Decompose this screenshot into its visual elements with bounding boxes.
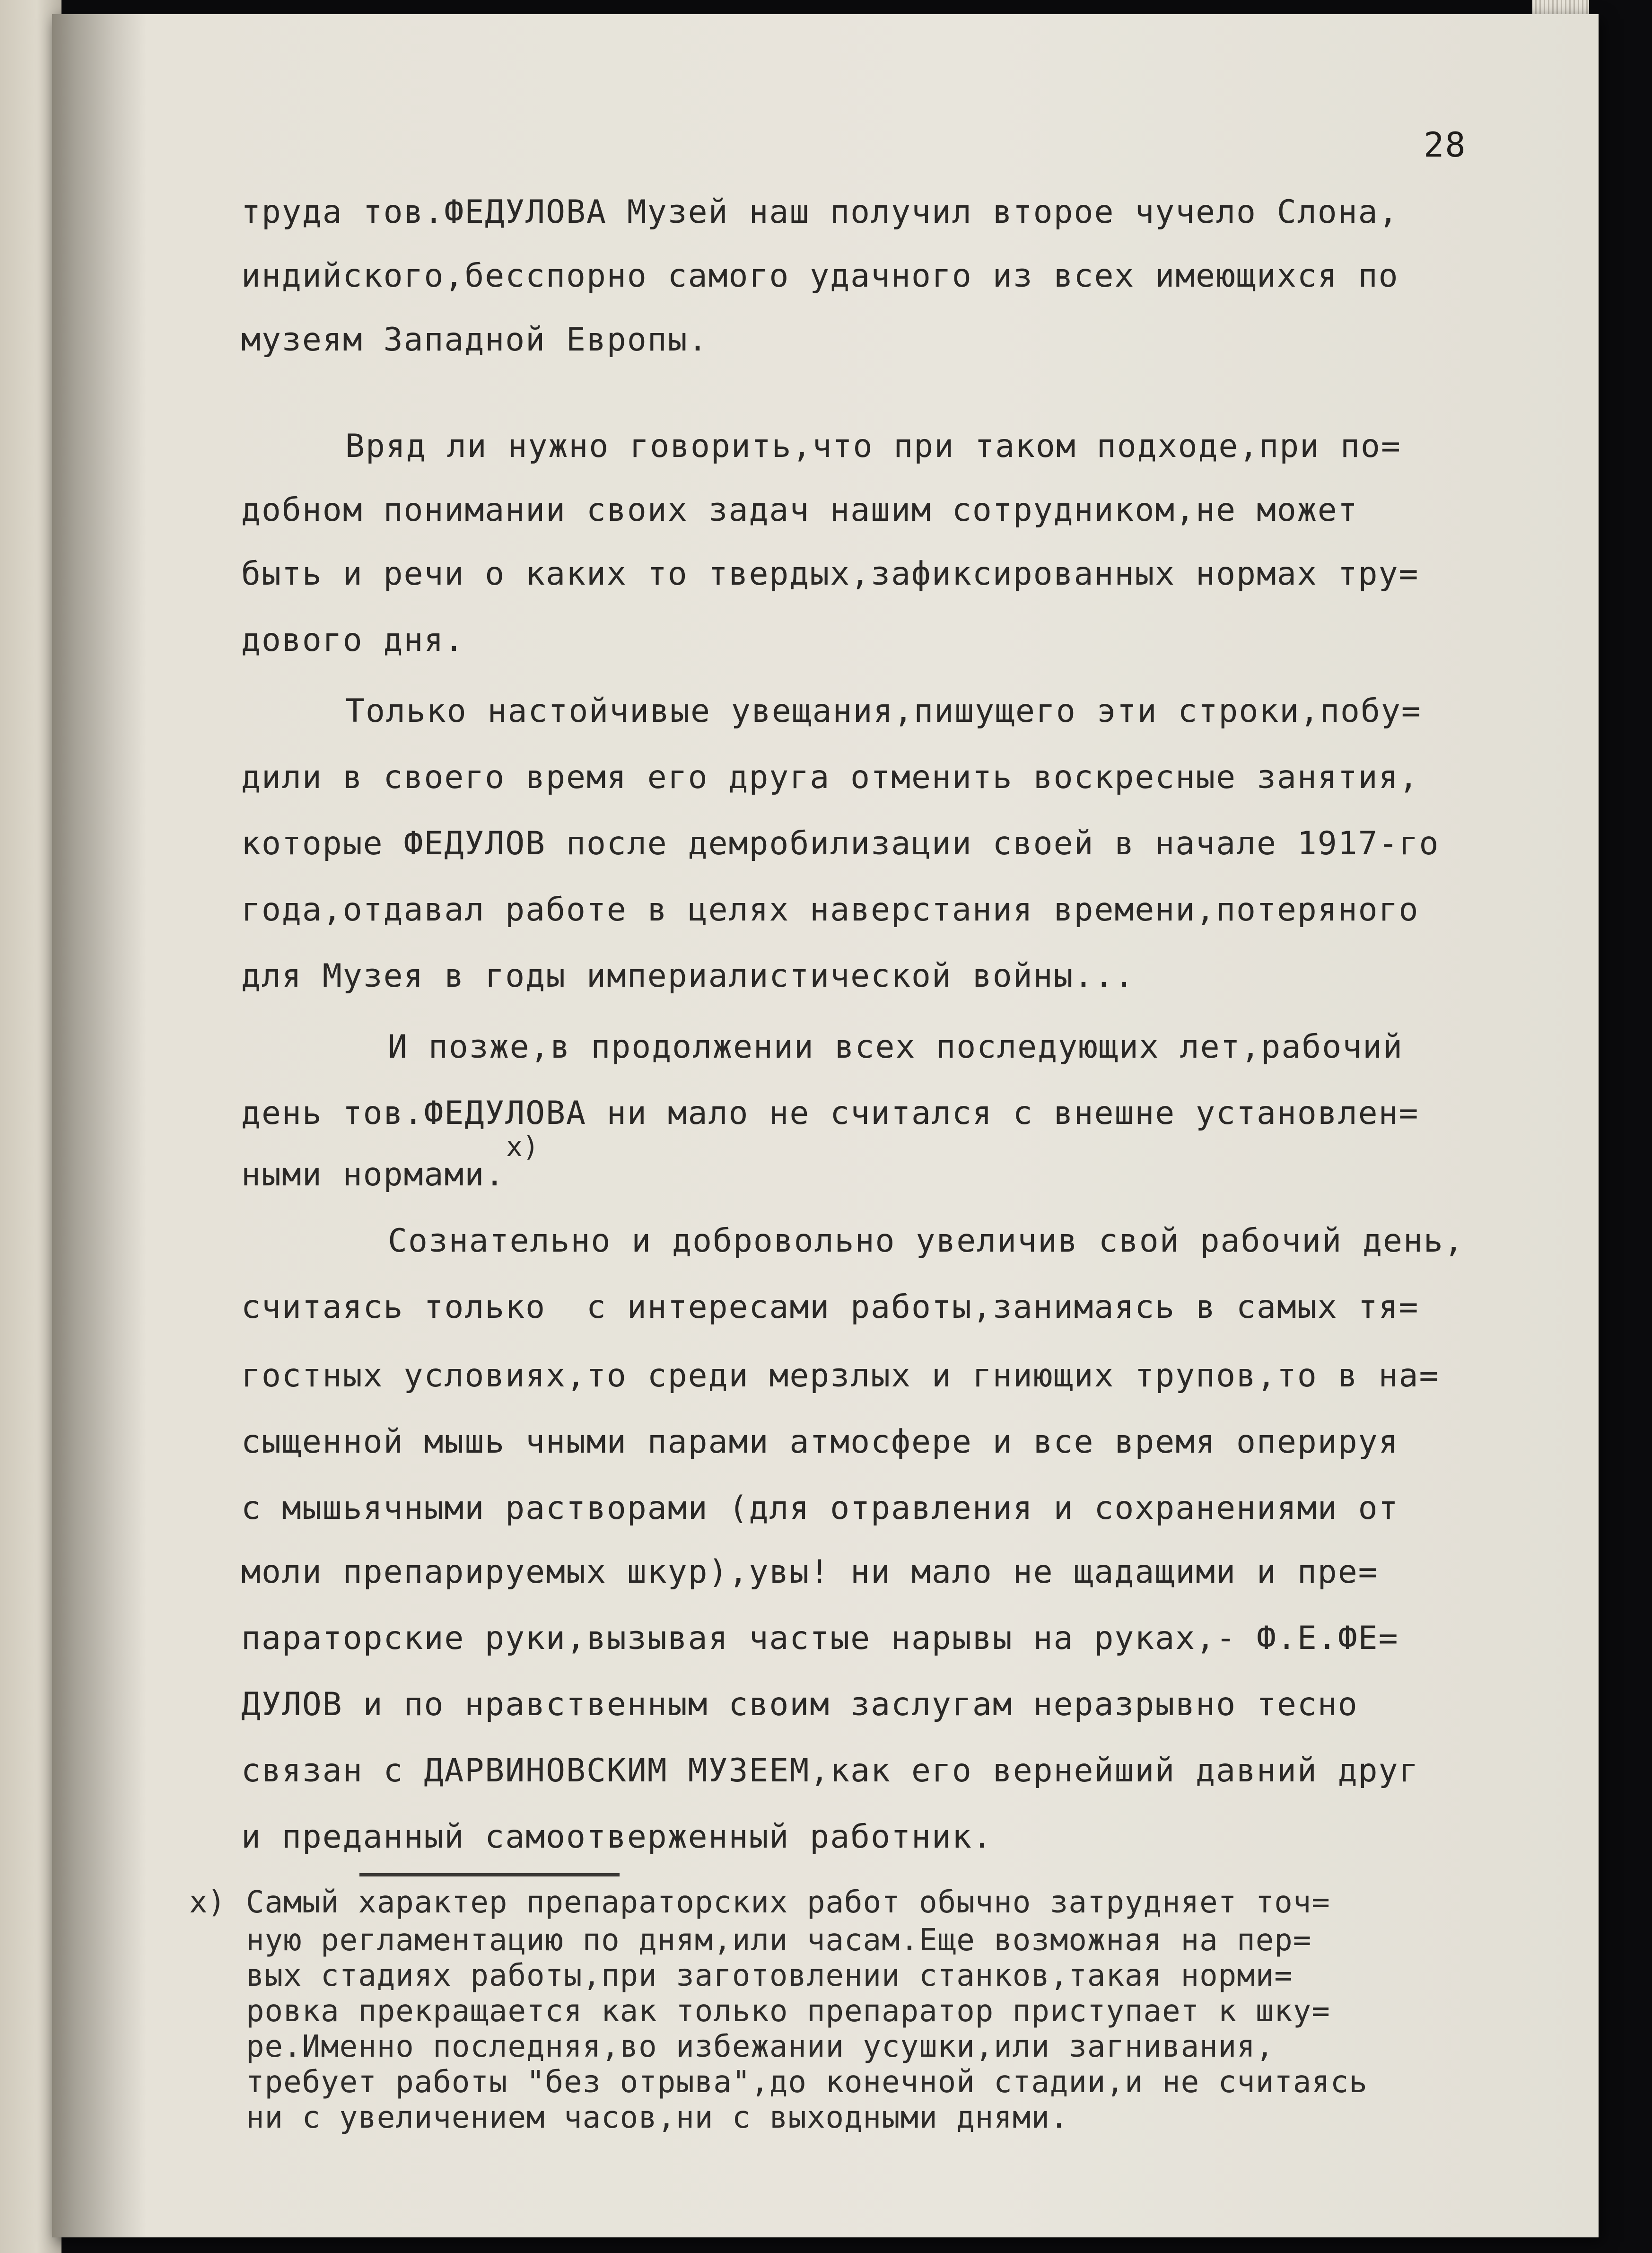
footnote-line: ре.Именно последняя,во избежании усушки,или загнивания, [246,2029,1275,2064]
body-line: года,отдавал работе в целях наверстания времени,потеряного [241,891,1419,929]
body-line: считаясь только с интересами работы,занимаясь в самых тя= [241,1289,1419,1326]
typewritten-page [52,14,1599,2237]
footnote-line: Самый характер препараторских работ обычно затрудняет точ= [246,1885,1330,1920]
body-line: гостных условиях,то среди мерзлых и гниющих трупов,то в на= [241,1357,1440,1394]
body-line: связан с ДАРВИНОВСКИМ МУЗЕЕМ,как его вернейший давний друг [241,1752,1419,1789]
body-line: быть и речи о каких то твердых,зафиксированных нормах тру= [241,555,1419,593]
body-line: моли препарируемых шкур),увы! ни мало не щадащими и пре= [241,1553,1379,1591]
body-line: труда тов.ФЕДУЛОВА Музей наш получил второе чучело Слона, [241,193,1399,231]
body-line: которые ФЕДУЛОВ после демробилизации своей в начале 1917-го [241,825,1440,862]
body-line: Только настойчивые увещания,пишущего эти строки,побу= [345,693,1422,730]
footnote-label: x) [189,1885,226,1920]
body-line: день тов.ФЕДУЛОВА ни мало не считался с внешне установлен= [241,1095,1419,1132]
body-line: с мышьячными растворами (для отравления и сохранениями от [241,1490,1399,1527]
body-line: музеям Западной Европы. [241,321,708,359]
body-line: Вряд ли нужно говорить,что при таком подходе,при по= [345,428,1401,465]
body-line: параторские руки,вызывая частые нарывы на руках,- Ф.Е.ФЕ= [241,1620,1399,1657]
footnote-separator [359,1873,620,1876]
body-line: индийского,бесспорно самого удачного из всех имеющихся по [241,257,1399,295]
footnote-line: вых стадиях работы,при заготовлении станков,такая норми= [246,1958,1293,1993]
body-line: сыщенной мышь чными парами атмосфере и все время оперируя [241,1423,1399,1461]
body-line: ДУЛОВ и по нравственным своим заслугам неразрывно тесно [241,1686,1358,1723]
body-line: для Музея в годы империалистической войны... [241,957,1135,995]
body-line: и преданный самоотверженный работник. [241,1818,993,1856]
body-line: дили в своего время его друга отменить воскресные занятия, [241,759,1419,796]
body-line: дового дня. [241,622,465,659]
footnote-line: требует работы "без отрыва",до конечной стадии,и не считаясь [246,2065,1368,2100]
footnote-line: ни с увеличением часов,ни с выходными днями. [246,2100,1069,2135]
footnote-marker: x) [506,1131,539,1163]
footnote-line: ную регламентацию по дням,или часам.Еще возможная на пер= [246,1923,1312,1958]
body-line: Сознательно и добровольно увеличив свой рабочий день, [388,1222,1464,1260]
gutter-shadow [52,14,147,2237]
body-line: добном понимании своих задач нашим сотрудником,не может [241,491,1358,529]
body-line: ными нормами. [241,1156,506,1193]
page-number: 28 [1424,125,1467,165]
body-line: И позже,в продолжении всех последующих лет,рабочий [388,1028,1403,1066]
footnote-line: ровка прекращается как только препаратор приступает к шку= [246,1994,1330,2029]
